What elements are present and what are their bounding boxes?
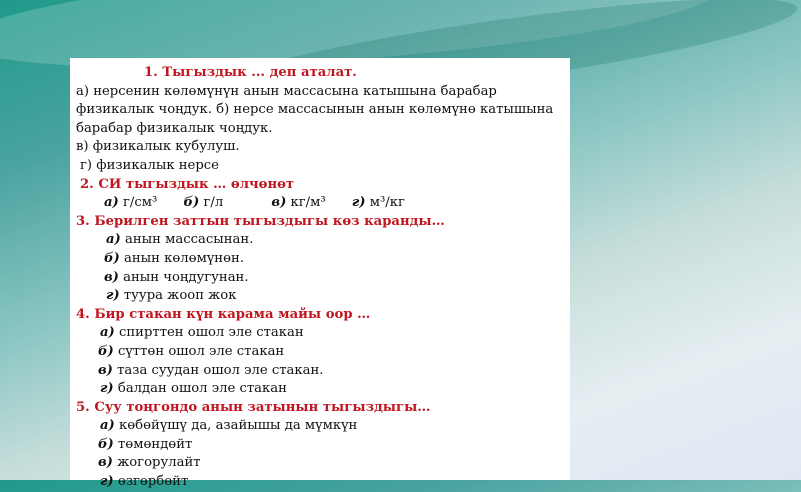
q3-option-b: [76, 250, 564, 269]
q4-a-text: спирттен ошол эле стакан: [119, 325, 304, 341]
q5-b-label: б): [98, 436, 114, 452]
q4-option-b: [76, 343, 564, 362]
q3-option-g: [76, 287, 564, 306]
q4-v-label: в): [98, 362, 113, 378]
q5-a-label: а): [100, 418, 115, 434]
q4-option-a: [76, 324, 564, 343]
q3-a-text: анын массасынан.: [125, 232, 254, 248]
q4-option-g: [76, 380, 564, 399]
q5-option-a: [76, 417, 564, 436]
q3-b-label: б): [104, 250, 120, 266]
q1-options-ab: а) нерсенин көлөмүнүн анын массасына катышына барабар физикалык чоңдук. б) нерсе массасынын анын көлөмүнө катышына барабар физикалык чоңдук.: [76, 83, 554, 136]
q3-option-a: [76, 231, 564, 250]
q5-title: 5. Суу тоңгондо анын затынын тыгыздыгы…: [76, 399, 431, 415]
q5-option-b: [76, 436, 564, 455]
q3-g-text: туура жооп жок: [123, 288, 237, 304]
q1-title: 1. Тыгыздык ... деп аталат.: [144, 65, 357, 80]
q2-v-label: в): [271, 195, 287, 211]
q4-g-label: г): [100, 381, 114, 397]
q3-v-text: анын чоңдугунан.: [123, 269, 249, 285]
q4-option-v: [76, 362, 564, 381]
q5-v-text: жогорулайт: [117, 455, 201, 471]
q4-b-text: сүттөн ошол эле стакан: [117, 343, 285, 359]
q4-title: 4. Бир стакан күн карама майы оор …: [76, 306, 371, 322]
q5-g-label: г): [100, 474, 114, 490]
q4-a-label: а): [100, 325, 115, 341]
q2-title: 2. СИ тыгыздык … өлчөнөт: [80, 176, 295, 192]
q3-option-v: [76, 269, 564, 288]
q2-a-label: а): [104, 195, 119, 211]
q5-g-text: өзгөрбөйт: [117, 474, 189, 490]
q2-g-label: г): [351, 195, 366, 211]
q3-v-label: в): [104, 269, 119, 285]
q4-v-text: таза суудан ошол эле стакан.: [117, 362, 324, 378]
q5-b-text: төмөндөйт: [117, 436, 193, 452]
q5-v-label: в): [98, 455, 113, 471]
q4-b-label: б): [98, 343, 114, 359]
q1-option-g: г) физикалык нерсе: [80, 157, 219, 173]
q2-b-label: б): [183, 195, 200, 211]
q5-option-g: [76, 473, 564, 492]
q1-option-v: в) физикалык кубулуш.: [76, 139, 240, 155]
quiz-card: [70, 58, 570, 490]
q2-v-text: кг/м³: [290, 195, 326, 211]
q3-a-label: а): [106, 232, 121, 248]
q5-option-v: [76, 454, 564, 473]
q2-options: [76, 194, 564, 213]
q2-b-text: г/л: [203, 195, 224, 211]
q2-a-text: г/см³: [123, 195, 158, 211]
q4-g-text: балдан ошол эле стакан: [117, 381, 287, 397]
q3-b-text: анын көлөмүнөн.: [123, 250, 245, 266]
q3-title: 3. Берилген заттын тыгыздыгы көз каранды…: [76, 213, 445, 229]
q3-g-label: г): [106, 288, 120, 304]
q5-a-text: көбөйүшү да, азайышы да мүмкүн: [119, 418, 358, 434]
q2-g-text: м³/кг: [369, 195, 405, 211]
